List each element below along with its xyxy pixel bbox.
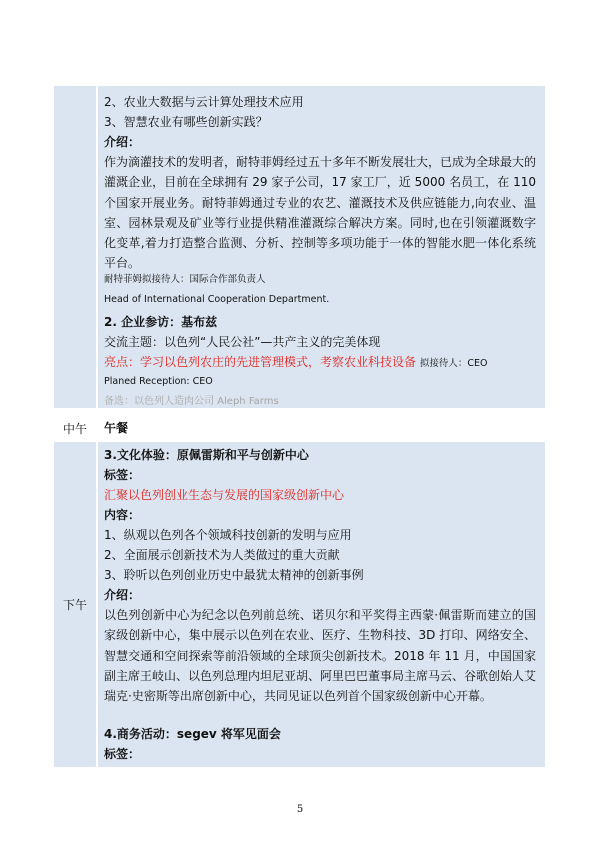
content-item-3: 3、聆听以色列创业历史中最犹太精神的创新事例	[104, 568, 364, 582]
highlight-line	[104, 352, 541, 374]
time-afternoon: 下午	[62, 598, 87, 612]
culture-title: 3.文化体验：原佩雷斯和平与创新中心	[104, 448, 309, 462]
receiver-en: Head of International Cooperation Department.	[104, 294, 330, 305]
intro-label: 介绍：	[104, 135, 141, 149]
content-item-2: 2、全面展示创新技术为人类做过的重大贡献	[104, 548, 340, 562]
page-number: 5	[296, 804, 304, 815]
backup-option: 备选：以色列人造肉公司 Aleph Farms	[104, 396, 279, 407]
afternoon-intro-paragraph: 以色列创新中心为纪念以色列前总统、诺贝尔和平奖得主西蒙·佩雷斯而建立的国家级创新中心，集中展示以色列在农业、医疗、生物科技、3D 打印、网络安全、智慧交通和空间探索等前沿领域的全球顶尖创新技术。2018 年 11 月，中国国家副主席王岐山、以色列总理内坦尼亚胡、阿里巴巴董事局主席马云、谷歌创始人艾瑞克·史密斯等出席创新中心，共同见证以色列首个国家级创新中心开幕。	[104, 608, 537, 704]
afternoon-intro-label: 介绍：	[104, 588, 141, 602]
receiver-cn: 耐特菲姆拟接待人：国际合作部负责人	[104, 274, 266, 285]
topic-line-3: 3、智慧农业有哪些创新实践？	[104, 115, 268, 129]
intro-paragraph: 作为滴灌技术的发明者，耐特菲姆经过五十多年不断发展壮大，已成为全球最大的灌溉企业，目前在全球拥有 29 家子公司，17 家工厂，近 5000 名员工，在 110 个国家开展业务。耐特菲姆通过专业的农艺、灌溉技术及供应链能力,向农业、温室、园林景观及矿业等行业提供精准灌溉综合解决方案。同时,也在引领灌溉数字化变革,着力打造整合监测、分析、控制等多项功能于一体的智能水肥一体化系统平台。	[104, 155, 537, 271]
exchange-theme: 交流主题：以色列“人民公社”—共产主义的完美体现	[104, 335, 381, 349]
business-title: 4.商务活动：segev 将军见面会	[104, 727, 281, 741]
content-cell-afternoon	[98, 442, 545, 767]
planned-reception: Planed Reception: CEO	[104, 376, 213, 387]
highlight-text: 亮点：学习以色列农庄的先进管理模式，考察农业科技设备	[104, 355, 417, 369]
content-cell-morning	[98, 86, 545, 408]
tag-label-2: 标签：	[104, 747, 141, 761]
time-noon: 中午	[62, 422, 87, 436]
topic-line-2: 2、农业大数据与云计算处理技术应用	[104, 95, 304, 109]
tag-label: 标签：	[104, 468, 141, 482]
content-label: 内容：	[104, 508, 141, 522]
noon-content: 午餐	[104, 421, 129, 435]
tag-text: 汇聚以色列创业生态与发展的国家级创新中心	[104, 488, 345, 502]
visit-title: 2. 企业参访：基布兹	[104, 315, 218, 329]
time-cell-afternoon	[54, 442, 96, 767]
content-item-1: 1、纵观以色列各个领域科技创新的发明与应用	[104, 528, 352, 542]
highlight-receiver: 拟接待人：CEO	[419, 358, 488, 369]
time-cell-morning	[54, 86, 96, 408]
